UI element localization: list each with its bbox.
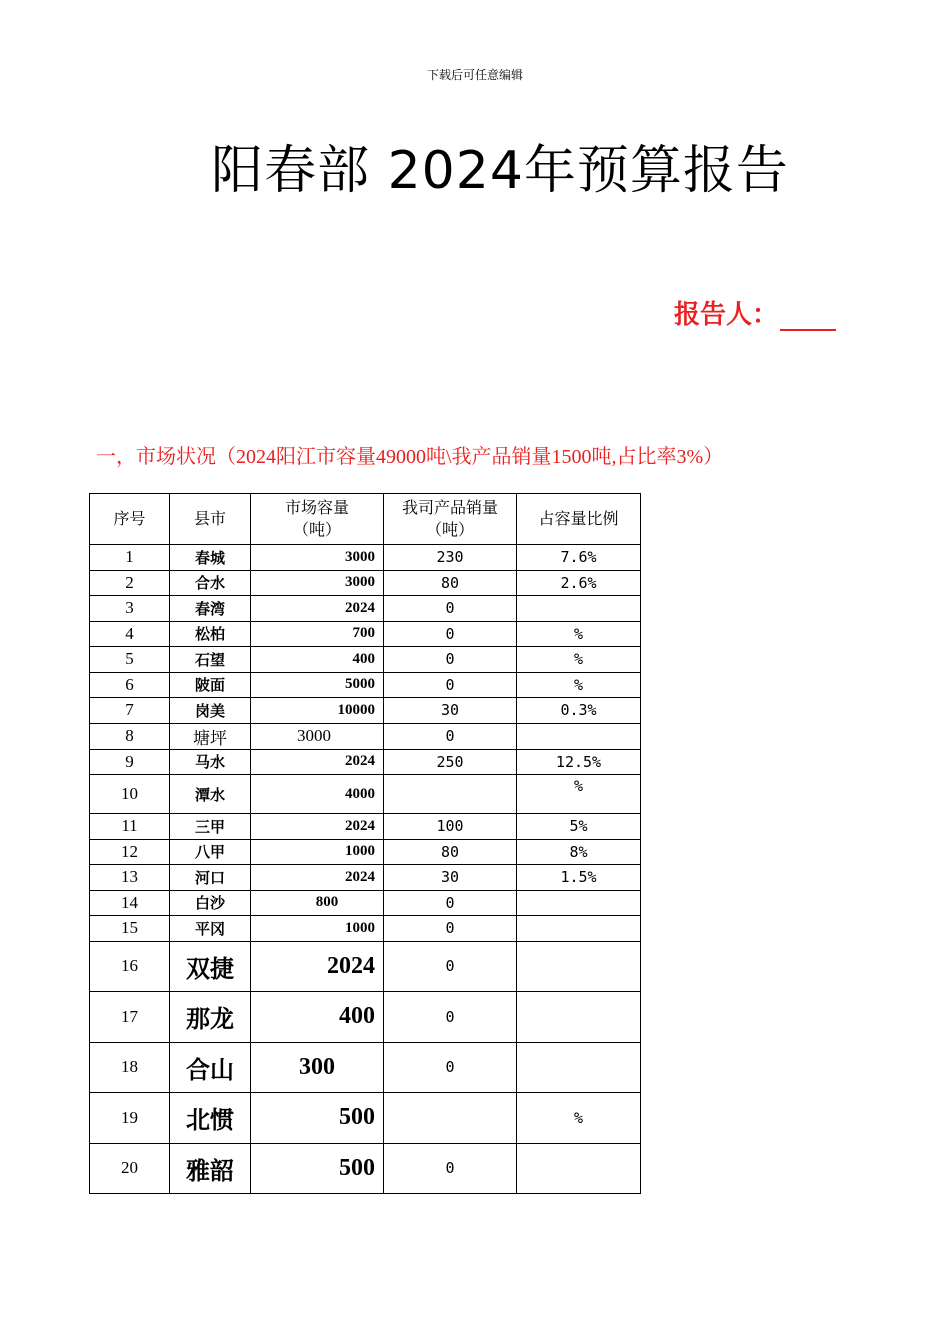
row-ratio [517, 723, 641, 749]
row-county: 北惯 [170, 1093, 251, 1144]
table-row [90, 749, 641, 775]
table-row [90, 672, 641, 698]
row-county: 河口 [170, 865, 251, 891]
row-sales: 230 [384, 545, 517, 571]
header-ratio: 占容量比例 [517, 494, 641, 545]
row-capacity: 500 [251, 1143, 384, 1194]
row-sales: 0 [384, 723, 517, 749]
row-county: 合水 [170, 570, 251, 596]
table-row [90, 698, 641, 724]
row-ratio [517, 941, 641, 992]
row-ratio: % [517, 621, 641, 647]
row-ratio: % [517, 775, 641, 814]
row-capacity: 2024 [251, 596, 384, 622]
row-capacity: 300 [251, 1042, 384, 1093]
row-sales [384, 1093, 517, 1144]
row-capacity: 2024 [251, 814, 384, 840]
row-capacity: 1000 [251, 916, 384, 942]
row-ratio: 7.6% [517, 545, 641, 571]
row-index: 16 [90, 941, 170, 992]
table-row [90, 865, 641, 891]
row-sales: 80 [384, 839, 517, 865]
row-capacity: 3000 [251, 723, 384, 749]
row-capacity: 3000 [251, 545, 384, 571]
row-index: 11 [90, 814, 170, 840]
row-county: 马水 [170, 749, 251, 775]
row-county: 双捷 [170, 941, 251, 992]
market-table [89, 493, 641, 1194]
header-sales [384, 494, 517, 545]
row-sales: 80 [384, 570, 517, 596]
row-index: 8 [90, 723, 170, 749]
row-capacity: 700 [251, 621, 384, 647]
row-county: 陂面 [170, 672, 251, 698]
row-capacity: 2024 [251, 865, 384, 891]
table-row [90, 916, 641, 942]
header-sales-line1: 我司产品销量 [401, 498, 498, 517]
row-index: 3 [90, 596, 170, 622]
row-capacity: 10000 [251, 698, 384, 724]
row-sales [384, 775, 517, 814]
row-index: 19 [90, 1093, 170, 1144]
header-capacity-line2: （吨） [292, 520, 341, 539]
row-ratio [517, 1042, 641, 1093]
row-ratio: 8% [517, 839, 641, 865]
row-index: 4 [90, 621, 170, 647]
row-county: 三甲 [170, 814, 251, 840]
row-capacity: 4000 [251, 775, 384, 814]
header-capacity-line1: 市场容量 [284, 498, 349, 517]
reporter-blank [780, 303, 836, 331]
row-ratio: 1.5% [517, 865, 641, 891]
row-sales: 100 [384, 814, 517, 840]
table-row [90, 839, 641, 865]
row-ratio: 12.5% [517, 749, 641, 775]
row-capacity: 2024 [251, 941, 384, 992]
row-capacity: 800 [251, 890, 384, 916]
row-index: 13 [90, 865, 170, 891]
row-index: 12 [90, 839, 170, 865]
row-sales: 0 [384, 890, 517, 916]
row-county: 春湾 [170, 596, 251, 622]
table-row [90, 1042, 641, 1093]
row-ratio: 0.3% [517, 698, 641, 724]
row-county: 合山 [170, 1042, 251, 1093]
row-index: 14 [90, 890, 170, 916]
row-index: 6 [90, 672, 170, 698]
row-county: 雅韶 [170, 1143, 251, 1194]
row-ratio: % [517, 1093, 641, 1144]
page-title: 阳春部 2024年预算报告 [211, 141, 789, 201]
row-ratio [517, 1143, 641, 1194]
row-county: 白沙 [170, 890, 251, 916]
table-row [90, 941, 641, 992]
row-index: 18 [90, 1042, 170, 1093]
table-row [90, 570, 641, 596]
row-ratio: 5% [517, 814, 641, 840]
row-index: 10 [90, 775, 170, 814]
row-capacity: 5000 [251, 672, 384, 698]
row-county: 平冈 [170, 916, 251, 942]
row-index: 20 [90, 1143, 170, 1194]
row-ratio: % [517, 647, 641, 673]
row-sales: 0 [384, 1042, 517, 1093]
header-sales-line2: （吨） [425, 520, 474, 539]
table-row [90, 992, 641, 1043]
row-ratio: 2.6% [517, 570, 641, 596]
reporter-label: 报告人： [673, 300, 778, 330]
row-capacity: 1000 [251, 839, 384, 865]
table-header-row [90, 494, 641, 545]
row-county: 那龙 [170, 992, 251, 1043]
table-row [90, 890, 641, 916]
table-row [90, 814, 641, 840]
row-sales: 0 [384, 621, 517, 647]
row-index: 7 [90, 698, 170, 724]
header-note: 下载后可任意编辑 [426, 68, 523, 82]
row-ratio [517, 890, 641, 916]
row-capacity: 400 [251, 992, 384, 1043]
row-index: 2 [90, 570, 170, 596]
row-sales: 0 [384, 672, 517, 698]
row-sales: 0 [384, 941, 517, 992]
row-capacity: 2024 [251, 749, 384, 775]
header-index: 序号 [90, 494, 170, 545]
row-sales: 0 [384, 916, 517, 942]
header-county: 县市 [170, 494, 251, 545]
row-county: 潭水 [170, 775, 251, 814]
row-county: 岗美 [170, 698, 251, 724]
row-ratio [517, 596, 641, 622]
row-sales: 0 [384, 1143, 517, 1194]
row-ratio [517, 992, 641, 1043]
table-row [90, 775, 641, 814]
row-county: 塘坪 [170, 723, 251, 749]
row-index: 15 [90, 916, 170, 942]
row-index: 9 [90, 749, 170, 775]
row-capacity: 500 [251, 1093, 384, 1144]
row-sales: 0 [384, 596, 517, 622]
row-sales: 0 [384, 992, 517, 1043]
header-capacity [251, 494, 384, 545]
table-row [90, 545, 641, 571]
row-sales: 0 [384, 647, 517, 673]
section-heading: 一，市场状况（2024阳江市容量49000吨\我产品销量1500吨,占比率3%） [96, 446, 724, 468]
row-county: 八甲 [170, 839, 251, 865]
row-index: 1 [90, 545, 170, 571]
reporter-line [674, 294, 836, 331]
row-ratio: % [517, 672, 641, 698]
row-ratio [517, 916, 641, 942]
row-county: 春城 [170, 545, 251, 571]
table-row [90, 596, 641, 622]
row-capacity: 3000 [251, 570, 384, 596]
table-row [90, 647, 641, 673]
row-sales: 30 [384, 865, 517, 891]
row-index: 5 [90, 647, 170, 673]
table-row [90, 723, 641, 749]
row-sales: 30 [384, 698, 517, 724]
row-county: 松柏 [170, 621, 251, 647]
table-row [90, 621, 641, 647]
table-row [90, 1143, 641, 1194]
row-capacity: 400 [251, 647, 384, 673]
row-sales: 250 [384, 749, 517, 775]
table-row [90, 1093, 641, 1144]
row-index: 17 [90, 992, 170, 1043]
row-county: 石望 [170, 647, 251, 673]
